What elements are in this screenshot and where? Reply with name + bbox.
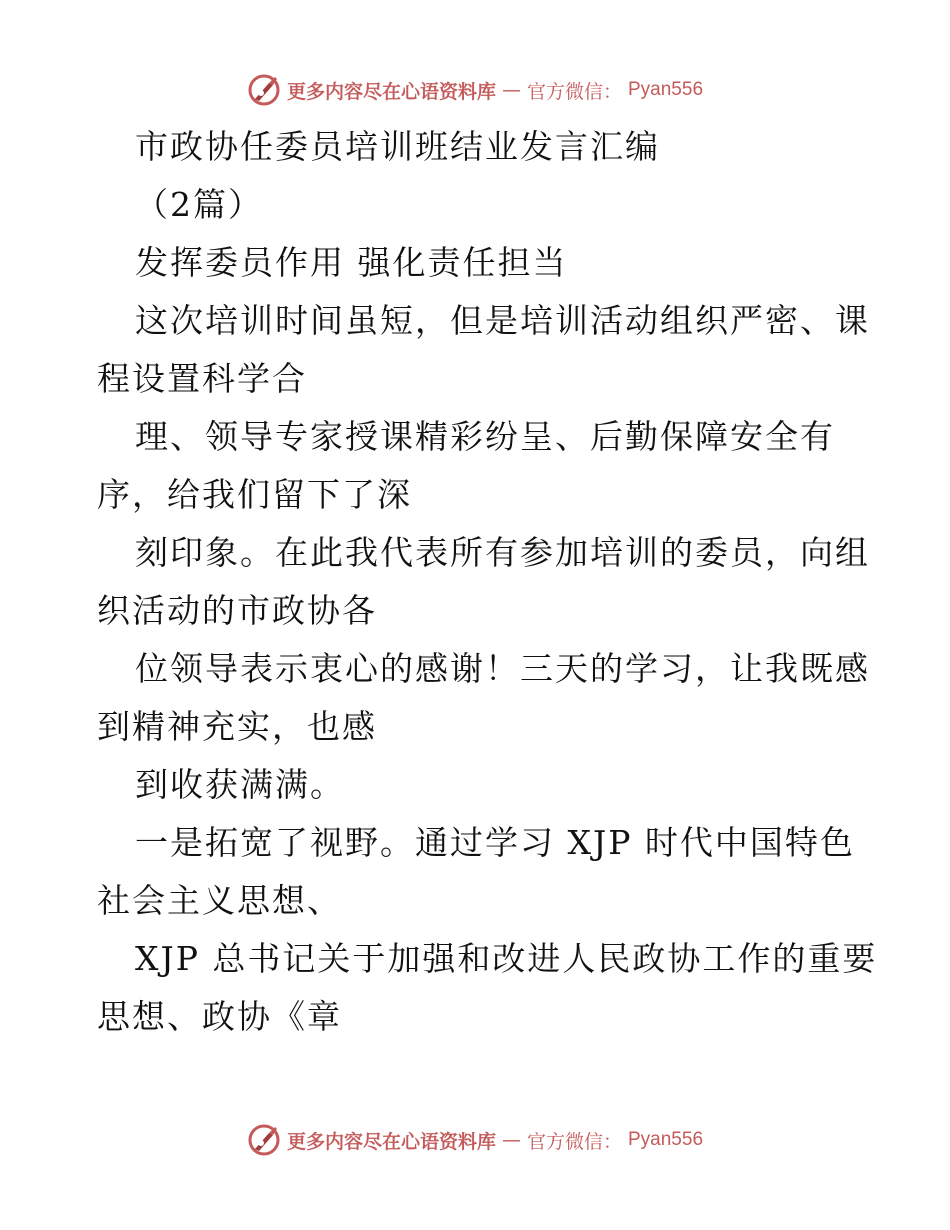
paragraph-line: 织活动的市政协各	[97, 591, 377, 630]
watermark-dash: —	[501, 1129, 521, 1151]
watermark-handle: Pyan556	[628, 79, 704, 100]
watermark-text: 更多内容尽在心语资料库	[286, 80, 496, 103]
paragraph-line: 到精神充实，也感	[97, 707, 377, 746]
quill-pen-logo-icon	[247, 1123, 281, 1157]
watermark-text: 更多内容尽在心语资料库	[286, 1130, 496, 1153]
section-heading: 发挥委员作用 强化责任担当	[135, 243, 568, 282]
watermark-label: 官方微信：	[526, 80, 622, 103]
paragraph-line: 序，给我们留下了深	[97, 475, 412, 514]
document-body	[97, 118, 878, 1046]
paragraph-line: 程设置科学合	[97, 359, 307, 398]
watermark-handle: Pyan556	[628, 1129, 704, 1150]
paragraph-line: 刻印象。在此我代表所有参加培训的委员，向组	[135, 533, 870, 572]
paragraph-line: 思想、政协《章	[97, 997, 342, 1036]
watermark-label: 官方微信：	[526, 1130, 622, 1153]
paragraph-line: 这次培训时间虽短，但是培训活动组织严密、课	[135, 301, 870, 340]
watermark-banner-top	[0, 70, 950, 110]
paragraph-line: 位领导表示衷心的感谢！三天的学习，让我既感	[135, 649, 870, 688]
watermark-dash: —	[501, 79, 521, 101]
paragraph-line: 到收获满满。	[135, 765, 345, 804]
paragraph-line: 一是拓宽了视野。通过学习 XJP 时代中国特色	[135, 823, 855, 862]
paragraph-line: 理、领导专家授课精彩纷呈、后勤保障安全有	[135, 417, 835, 456]
paragraph-line: 社会主义思想、	[97, 881, 342, 920]
watermark-banner-bottom	[0, 1120, 950, 1160]
quill-pen-logo-icon	[247, 73, 281, 107]
paragraph-line: XJP 总书记关于加强和改进人民政协工作的重要	[135, 939, 878, 978]
document-title: 市政协任委员培训班结业发言汇编	[135, 127, 660, 166]
document-subtitle: （2篇）	[135, 185, 263, 224]
